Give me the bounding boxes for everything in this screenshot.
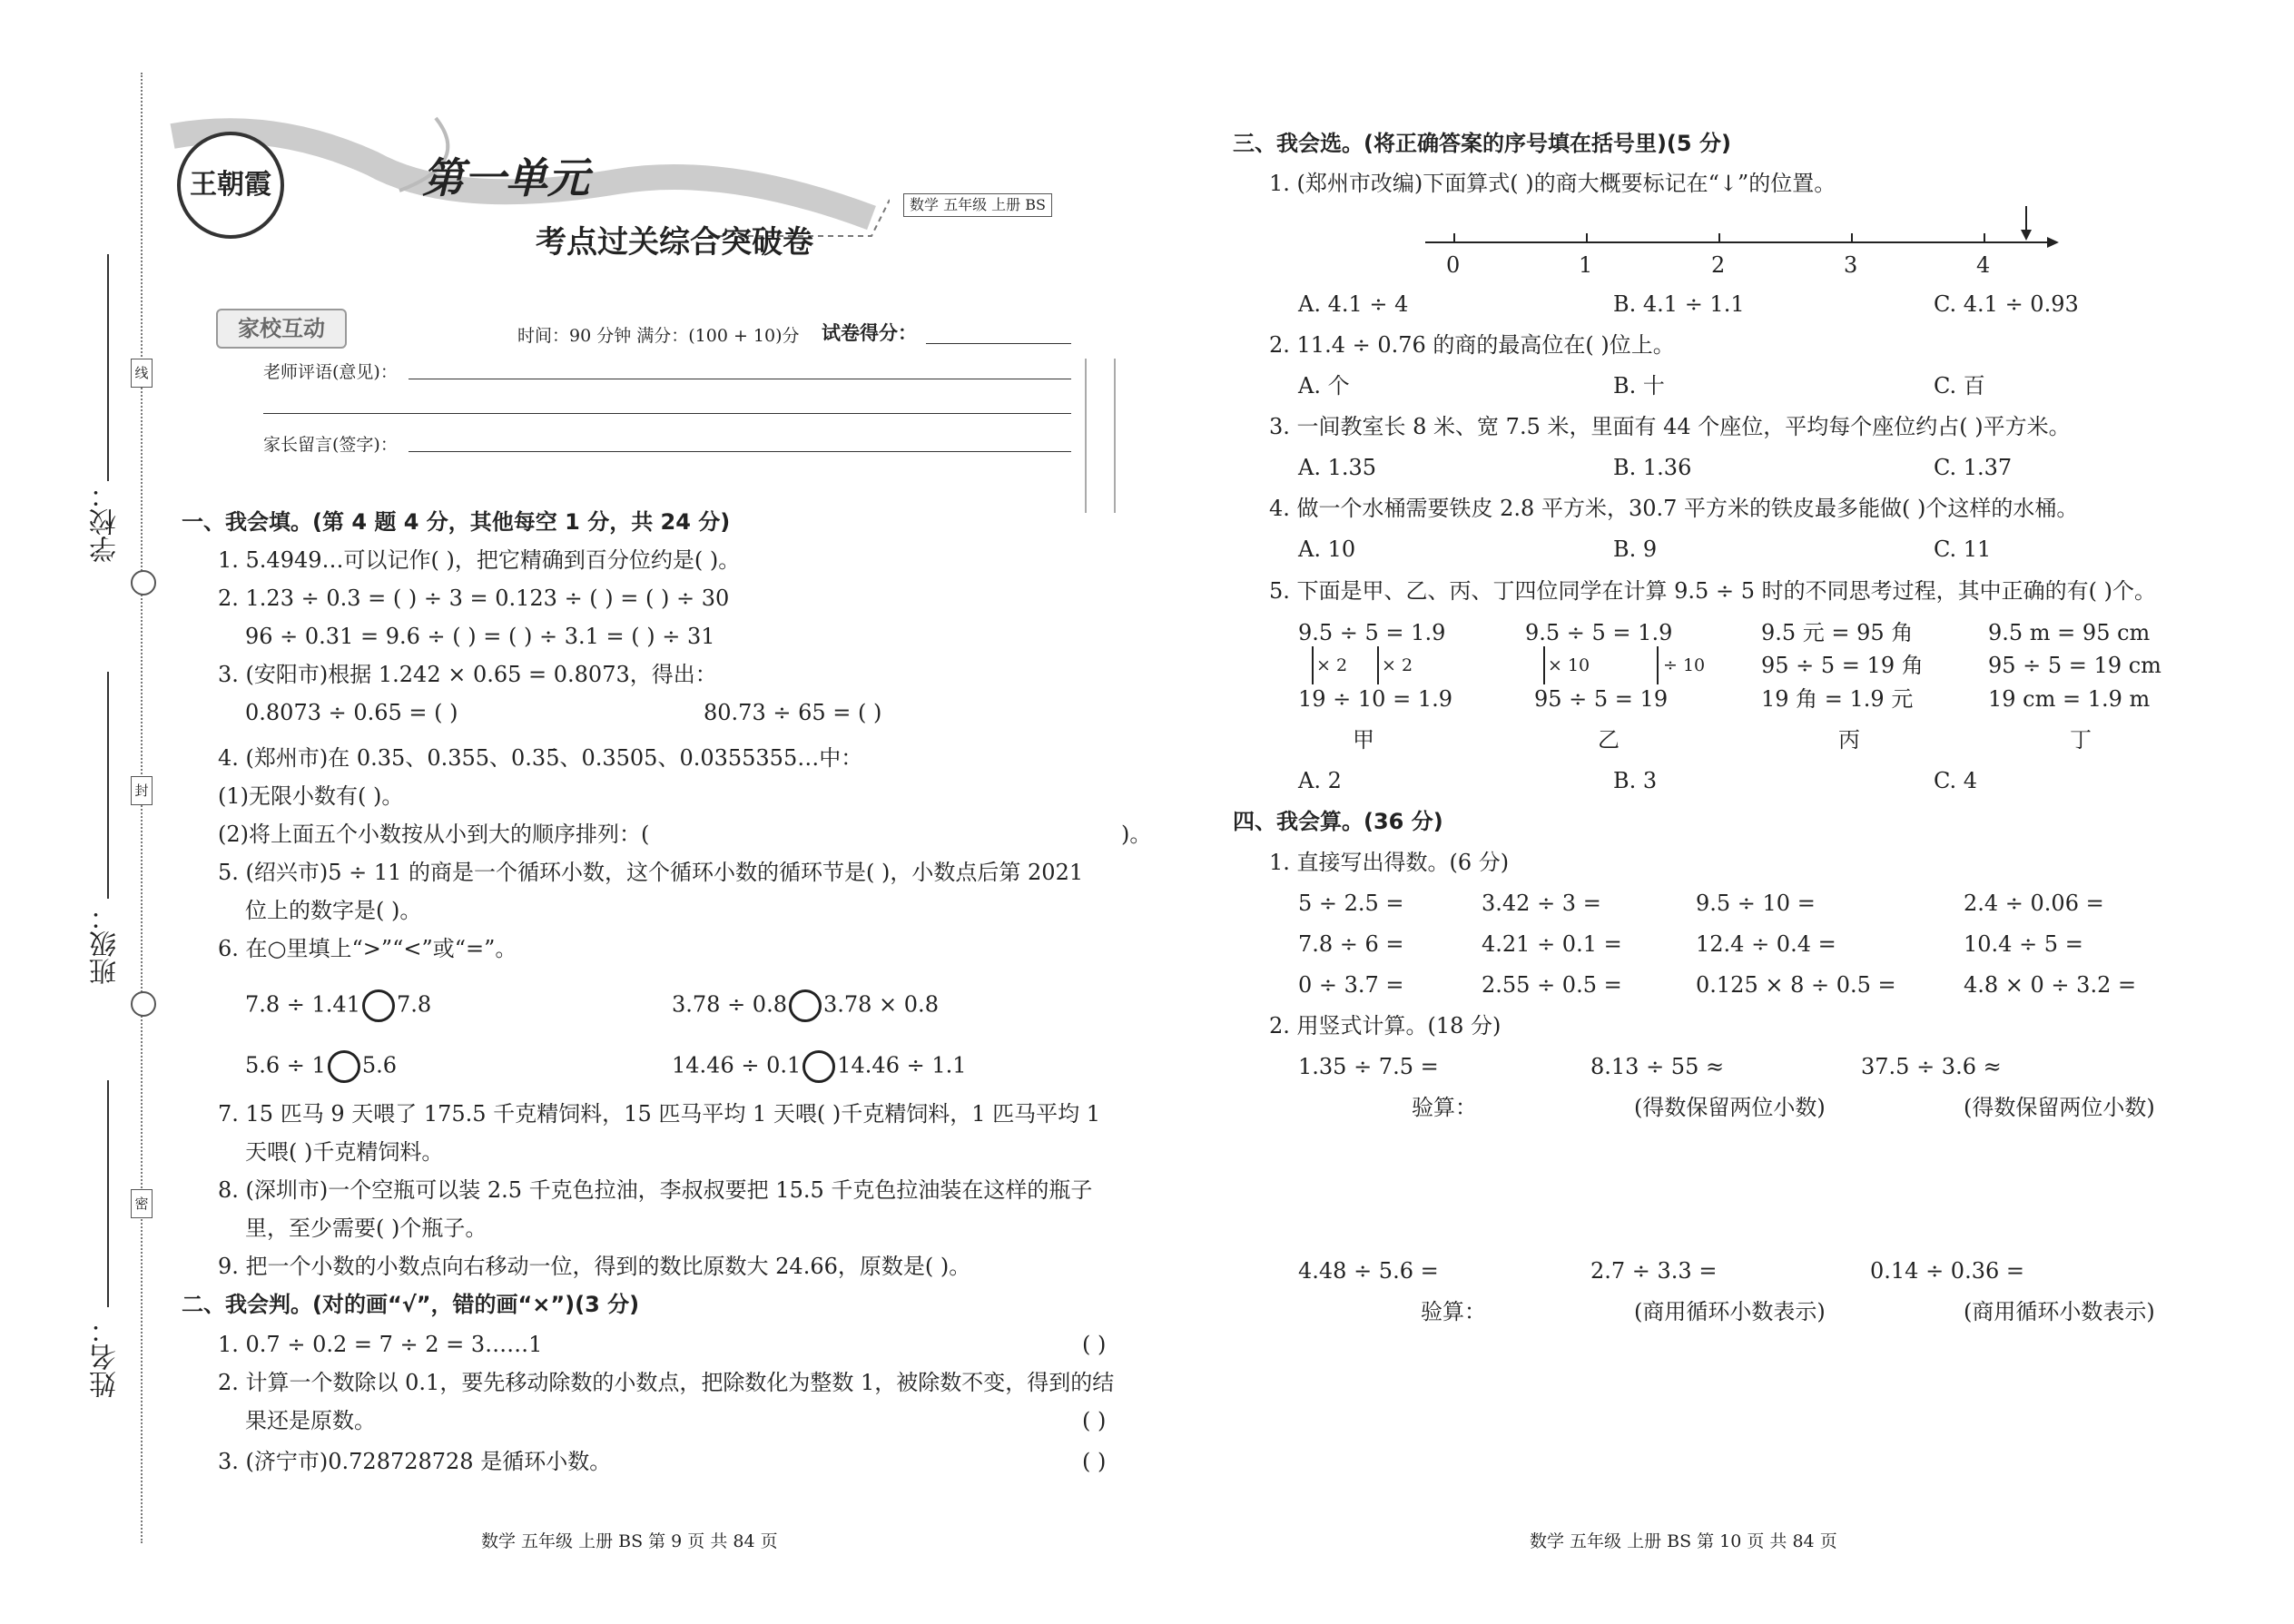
method-yi-line1: 9.5 ÷ 5 = 1.9: [1525, 620, 1673, 645]
name-line: [107, 1080, 109, 1307]
teacher-comment-field-2[interactable]: [263, 413, 1071, 414]
teacher-comment-label: 老师评语(意见)：: [263, 362, 398, 382]
oral-calc-item[interactable]: 0.125 × 8 ÷ 0.5 =: [1696, 972, 1896, 998]
method-yi-op1: × 10: [1548, 655, 1590, 675]
judge-answer-2[interactable]: ( ): [1082, 1408, 1107, 1433]
method-jia-line2: 19 ÷ 10 = 1.9: [1298, 686, 1452, 712]
method-jia-op2: × 2: [1382, 655, 1413, 675]
number-line-tick: 3: [1844, 252, 1858, 278]
column-calc-item[interactable]: 2.7 ÷ 3.3 =: [1590, 1258, 1718, 1284]
rounding-note: (得数保留两位小数): [1964, 1095, 2155, 1120]
down-arrow: [1543, 646, 1545, 684]
choice-4-option-b[interactable]: B. 9: [1613, 536, 1658, 562]
exam-meta: 时间：90 分钟 满分：(100 + 10)分: [517, 326, 800, 346]
binding-marker-secret: 密: [131, 1189, 153, 1218]
choice-3-option-c[interactable]: C. 1.37: [1934, 455, 2013, 480]
fill-question-7a: 7. 15 匹马 9 天喂了 175.5 千克精饲料，15 匹马平均 1 天喂( )千克精饲料，1 匹马平均 1: [218, 1101, 1101, 1127]
column-calc-item[interactable]: 8.13 ÷ 55 ≈: [1590, 1054, 1725, 1079]
up-arrow: [1657, 646, 1659, 684]
compare-item-4: [672, 1050, 967, 1083]
choice-question-4: 4. 做一个水桶需要铁皮 2.8 平方米，30.7 平方米的铁皮最多能做( )个这样的水桶。: [1269, 496, 2079, 521]
number-line-tick: 1: [1579, 252, 1593, 278]
choice-question-2: 2. 11.4 ÷ 0.76 的商的最高位在( )位上。: [1269, 332, 1675, 358]
number-line-tick: 0: [1446, 252, 1461, 278]
method-bing-line3: 19 角 = 1.9 元: [1761, 686, 1914, 712]
oral-calc-item[interactable]: 12.4 ÷ 0.4 =: [1696, 931, 1836, 957]
parent-comment-field[interactable]: [409, 451, 1071, 452]
choice-2-option-a[interactable]: A. 个: [1298, 373, 1350, 399]
compare-left: 7.8 ÷ 1.41: [245, 991, 360, 1018]
judge-question-2a: 2. 计算一个数除以 0.1，要先移动除数的小数点，把除数化为整数 1，被除数不变，得到的结: [218, 1370, 1115, 1395]
compare-circle[interactable]: [362, 989, 395, 1022]
choice-1-option-b[interactable]: B. 4.1 ÷ 1.1: [1613, 291, 1745, 317]
choice-4-option-a[interactable]: A. 10: [1298, 536, 1356, 562]
class-line: [107, 672, 109, 899]
binding-hole: [131, 991, 156, 1017]
exam-subtitle: 考点过关综合突破卷: [536, 224, 813, 261]
choice-5-option-a[interactable]: A. 2: [1298, 768, 1342, 793]
method-yi-op2: ÷ 10: [1663, 655, 1706, 675]
method-jia-op1: × 2: [1316, 655, 1348, 675]
fill-question-2a: 2. 1.23 ÷ 0.3 = ( ) ÷ 3 = 0.123 ÷ ( ) = ( ) ÷ 30: [218, 586, 730, 611]
method-bing-line2: 95 ÷ 5 = 19 角: [1761, 653, 1924, 678]
method-yi-line2: 95 ÷ 5 = 19: [1534, 686, 1669, 712]
oral-calc-item[interactable]: 4.8 × 0 ÷ 3.2 =: [1964, 972, 2137, 998]
fill-question-6: 6. 在○里填上“>”“<”或“=”。: [218, 936, 517, 961]
compare-circle[interactable]: [328, 1050, 360, 1083]
fill-question-4b-end: )。: [1121, 822, 1152, 847]
calc-question-1: 1. 直接写出得数。(6 分): [1269, 850, 1510, 875]
method-yi-label: 乙: [1598, 727, 1620, 753]
oral-calc-item[interactable]: 3.42 ÷ 3 =: [1482, 891, 1601, 916]
check-label: 验算：: [1421, 1299, 1486, 1324]
method-ding-line2: 95 ÷ 5 = 19 cm: [1988, 653, 2161, 678]
oral-calc-item[interactable]: 10.4 ÷ 5 =: [1964, 931, 2083, 957]
choice-3-option-a[interactable]: A. 1.35: [1298, 455, 1377, 480]
judge-answer-1[interactable]: ( ): [1082, 1332, 1107, 1357]
left-page-footer: 数学 五年级 上册 BS 第 9 页 共 84 页: [481, 1531, 778, 1551]
column-calc-item[interactable]: 37.5 ÷ 3.6 ≈: [1861, 1054, 2002, 1079]
home-school-badge-label: 家校互动: [238, 316, 325, 341]
choice-1-option-a[interactable]: A. 4.1 ÷ 4: [1298, 291, 1409, 317]
section-1-title: 一、我会填。(第 4 题 4 分，其他每空 1 分，共 24 分): [182, 509, 731, 535]
method-ding-line3: 19 cm = 1.9 m: [1988, 686, 2151, 712]
right-page-footer: 数学 五年级 上册 BS 第 10 页 共 84 页: [1530, 1531, 1837, 1551]
choice-question-5: 5. 下面是甲、乙、丙、丁四位同学在计算 9.5 ÷ 5 时的不同思考过程，其中正确的有( )个。: [1269, 578, 2156, 604]
rounding-note: (得数保留两位小数): [1634, 1095, 1826, 1120]
column-calc-item[interactable]: 4.48 ÷ 5.6 =: [1298, 1258, 1439, 1284]
oral-calc-item[interactable]: 9.5 ÷ 10 =: [1696, 891, 1816, 916]
fill-question-5b: 位上的数字是( )。: [245, 898, 422, 923]
fill-question-8b: 里，至少需要( )个瓶子。: [245, 1216, 487, 1241]
down-arrow: [1312, 646, 1314, 684]
column-calc-item[interactable]: 1.35 ÷ 7.5 =: [1298, 1054, 1439, 1079]
compare-left: 3.78 ÷ 0.8: [672, 991, 787, 1018]
oral-calc-item[interactable]: 4.21 ÷ 0.1 =: [1482, 931, 1622, 957]
compare-right: 5.6: [361, 1052, 397, 1078]
fill-question-7b: 天喂( )千克精饲料。: [245, 1139, 444, 1165]
fill-question-3: 3. (安阳市)根据 1.242 × 0.65 = 0.8073，得出：: [218, 662, 717, 687]
corner-decoration: [1085, 359, 1116, 513]
oral-calc-item[interactable]: 2.4 ÷ 0.06 =: [1964, 891, 2104, 916]
compare-circle[interactable]: [789, 989, 822, 1022]
school-line: [107, 254, 109, 481]
method-jia-label: 甲: [1353, 727, 1374, 753]
binding-marker-seal: 封: [131, 776, 153, 805]
repeating-decimal-note: (商用循环小数表示): [1964, 1299, 2155, 1324]
method-bing-label: 丙: [1838, 727, 1860, 753]
oral-calc-item[interactable]: 7.8 ÷ 6 =: [1298, 931, 1404, 957]
section-3-title: 三、我会选。(将正确答案的序号填在括号里)(5 分): [1233, 131, 1731, 156]
choice-4-option-c[interactable]: C. 11: [1934, 536, 1992, 562]
judge-question-3: 3. (济宁市)0.728728728 是循环小数。: [218, 1449, 612, 1474]
fill-question-1: 1. 5.4949…可以记作( )，把它精确到百分位约是( )。: [218, 547, 741, 573]
fill-question-5a: 5. (绍兴市)5 ÷ 11 的商是一个循环小数，这个循环小数的循环节是( )，小数点后第 2021: [218, 860, 1084, 885]
fill-question-9: 9. 把一个小数的小数点向右移动一位，得到的数比原数大 24.66，原数是( )。: [218, 1254, 971, 1279]
choice-2-option-c[interactable]: C. 百: [1934, 373, 1985, 399]
choice-question-1: 1. (郑州市改编)下面算式( )的商大概要标记在“↓”的位置。: [1269, 171, 1836, 196]
column-calc-item[interactable]: 0.14 ÷ 0.36 =: [1870, 1258, 2024, 1284]
compare-left: 14.46 ÷ 0.1: [672, 1052, 802, 1078]
choice-question-3: 3. 一间教室长 8 米、宽 7.5 米，里面有 44 个座位，平均每个座位约占( )平方米。: [1269, 414, 2071, 439]
binding-hole: [131, 570, 156, 595]
judge-answer-3[interactable]: ( ): [1082, 1449, 1107, 1474]
judge-question-1: 1. 0.7 ÷ 0.2 = 7 ÷ 2 = 3……1: [218, 1332, 543, 1357]
check-label: 验算：: [1412, 1095, 1477, 1120]
fill-question-8a: 8. (深圳市)一个空瓶可以装 2.5 千克色拉油，李叔叔要把 15.5 千克色拉油装在这样的瓶子: [218, 1177, 1093, 1203]
number-line: [1416, 204, 2070, 277]
unit-title: 第一单元: [422, 153, 589, 202]
class-label: 班级：: [90, 903, 122, 985]
section-2-title: 二、我会判。(对的画“√”，错的画“×”)(3 分): [182, 1292, 640, 1317]
choice-5-option-b[interactable]: B. 3: [1613, 768, 1658, 793]
choice-3-option-b[interactable]: B. 1.36: [1613, 455, 1692, 480]
method-jia-line1: 9.5 ÷ 5 = 1.9: [1298, 620, 1446, 645]
calc-question-2: 2. 用竖式计算。(18 分): [1269, 1013, 1501, 1038]
oral-calc-item[interactable]: 5 ÷ 2.5 =: [1298, 891, 1404, 916]
parent-comment-label: 家长留言(签字)：: [263, 435, 398, 455]
subject-tag: 数学 五年级 上册 BS: [903, 193, 1052, 217]
compare-item-2: [672, 989, 939, 1022]
compare-circle[interactable]: [802, 1050, 835, 1083]
number-line-tick: 2: [1711, 252, 1726, 278]
fill-question-3b: 80.73 ÷ 65 = ( ): [704, 700, 882, 725]
judge-question-2b: 果还是原数。: [245, 1408, 376, 1433]
score-label: 试卷得分：: [822, 322, 917, 344]
repeating-decimal-note: (商用循环小数表示): [1634, 1299, 1826, 1324]
school-label: 学校：: [90, 481, 122, 563]
fill-question-4: 4. (郑州市)在 0.35、0.355、0.35̇、0.3505、0.0355355…中：: [218, 745, 863, 771]
name-label: 姓名：: [90, 1316, 122, 1398]
section-4-title: 四、我会算。(36 分): [1233, 809, 1443, 834]
compare-item-3: [245, 1050, 397, 1083]
choice-2-option-b[interactable]: B. 十: [1613, 373, 1665, 399]
choice-1-option-c[interactable]: C. 4.1 ÷ 0.93: [1934, 291, 2079, 317]
fill-question-3a: 0.8073 ÷ 0.65 = ( ): [245, 700, 458, 725]
down-arrow: [1377, 646, 1379, 684]
compare-right: 7.8: [396, 991, 432, 1018]
method-bing-line1: 9.5 元 = 95 角: [1761, 620, 1914, 645]
compare-right: 3.78 × 0.8: [822, 991, 939, 1018]
fill-question-4a: (1)无限小数有( )。: [218, 783, 404, 809]
fill-question-4b: (2)将上面五个小数按从小到大的顺序排列：(: [218, 822, 650, 847]
method-ding-line1: 9.5 m = 95 cm: [1988, 620, 2151, 645]
binding-marker-line: 线: [131, 359, 153, 388]
fill-question-2b: 96 ÷ 0.31 = 9.6 ÷ ( ) = ( ) ÷ 3.1 = ( ) ÷ 31: [245, 624, 715, 649]
method-ding-label: 丁: [2070, 727, 2092, 753]
choice-5-option-c[interactable]: C. 4: [1934, 768, 1978, 793]
compare-left: 5.6 ÷ 1: [245, 1052, 326, 1078]
score-field[interactable]: [926, 343, 1071, 344]
oral-calc-item[interactable]: 2.55 ÷ 0.5 =: [1482, 972, 1622, 998]
home-school-badge: [216, 309, 347, 349]
brand-logo: 王朝霞: [177, 132, 284, 239]
compare-right: 14.46 ÷ 1.1: [837, 1052, 967, 1078]
oral-calc-item[interactable]: 0 ÷ 3.7 =: [1298, 972, 1404, 998]
binding-dotted-line: [141, 73, 143, 1543]
compare-item-1: [245, 989, 431, 1022]
number-line-tick: 4: [1976, 252, 1991, 278]
